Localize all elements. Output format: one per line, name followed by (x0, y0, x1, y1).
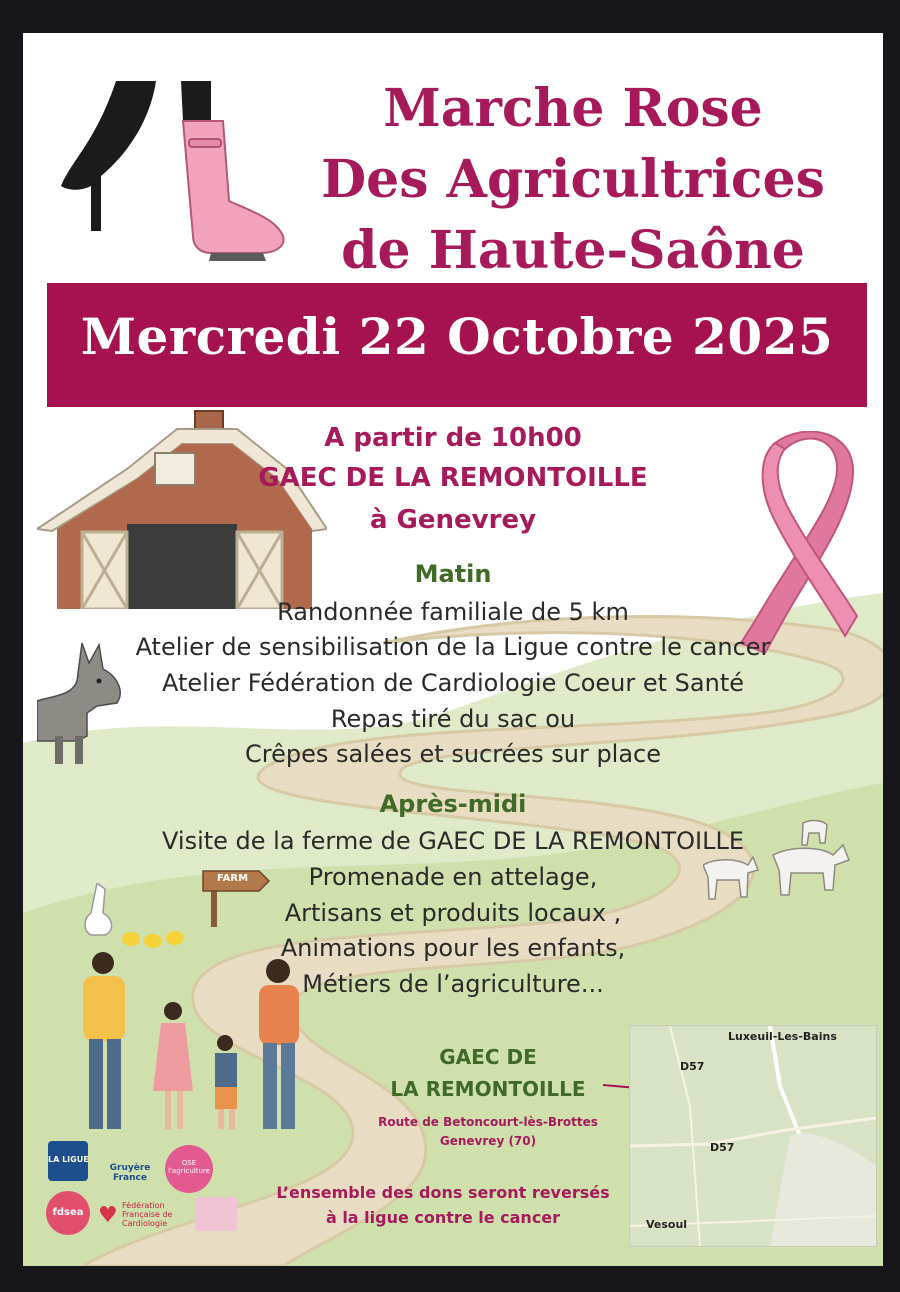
logo-la-ligue-text: LA LIGUE (48, 1155, 89, 1164)
afternoon-item: Métiers de l’agriculture... (302, 970, 604, 998)
map-label-d57-north: D57 (680, 1060, 705, 1073)
donkey-illustration (37, 641, 147, 766)
morning-item: Atelier de sensibilisation de la Ligue contre le cancer (135, 633, 771, 661)
morning-item: Crêpes salées et sucrées sur place (244, 740, 662, 768)
farm-sign-label: FARM (217, 873, 249, 884)
location-map (629, 1025, 877, 1247)
event-title (273, 73, 873, 286)
event-date: Mercredi 22 Octobre 2025 (80, 307, 834, 366)
morning-item: Atelier Fédération de Cardiologie Coeur et Santé (161, 669, 745, 697)
logo-cardiologie (98, 1199, 188, 1233)
map-roads (630, 1026, 876, 1246)
logo-gruyere (101, 1155, 159, 1185)
venue-town: à Genevrey (369, 505, 537, 535)
afternoon-item: Artisans et produits locaux , (284, 899, 622, 927)
start-time: A partir de 10h00 (324, 423, 582, 453)
title-line-1: Marche Rose (383, 78, 763, 139)
morning-heading: Matin (414, 560, 492, 588)
map-label-d57-south: D57 (710, 1141, 735, 1154)
logo-fdsea-text: fdsea (52, 1207, 84, 1218)
map-label-vesoul: Vesoul (646, 1218, 688, 1231)
date-banner (47, 283, 867, 407)
location-name-line-2: LA REMONTOILLE (390, 1077, 586, 1101)
afternoon-item: Animations pour les enfants, (280, 934, 626, 962)
location-town: Genevrey (70) (439, 1134, 537, 1148)
boots-illustration (61, 81, 291, 271)
logo-small-pink (195, 1197, 237, 1231)
logo-ose (165, 1145, 213, 1193)
title-line-3: de Haute-Saône (341, 220, 805, 281)
logo-fdsea (46, 1191, 90, 1235)
afternoon-heading: Après-midi (379, 790, 527, 818)
donation-line-2: à la ligue contre le cancer (325, 1208, 561, 1227)
location-address: Route de Betoncourt-lès-Brottes (378, 1115, 598, 1129)
venue-name: GAEC DE LA REMONTOILLE (258, 463, 648, 493)
logo-gruyere-text: Gruyère France (109, 1163, 151, 1183)
donation-line-1: L’ensemble des dons seront reversés (276, 1183, 610, 1202)
heart-icon: ♥ (98, 1203, 118, 1228)
logo-la-ligue (48, 1141, 88, 1181)
logo-cardiologie-text: Fédération Française de Cardiologie (122, 1201, 173, 1228)
morning-item: Randonnée familiale de 5 km (277, 598, 629, 626)
goats-illustration (703, 815, 853, 910)
title-line-2: Des Agricultrices (321, 149, 825, 210)
ducks-illustration (83, 883, 193, 953)
morning-item: Repas tiré du sac ou (330, 705, 576, 733)
poster (23, 33, 883, 1266)
afternoon-item: Promenade en attelage, (308, 863, 598, 891)
afternoon-item: Visite de la ferme de GAEC DE LA REMONTOILLE (162, 827, 744, 855)
location-name-line-1: GAEC DE (439, 1045, 537, 1069)
logo-ose-text: OSE l'agriculture (168, 1159, 210, 1175)
family-illustration (73, 951, 323, 1141)
map-label-luxeuil: Luxeuil-Les-Bains (728, 1030, 837, 1043)
